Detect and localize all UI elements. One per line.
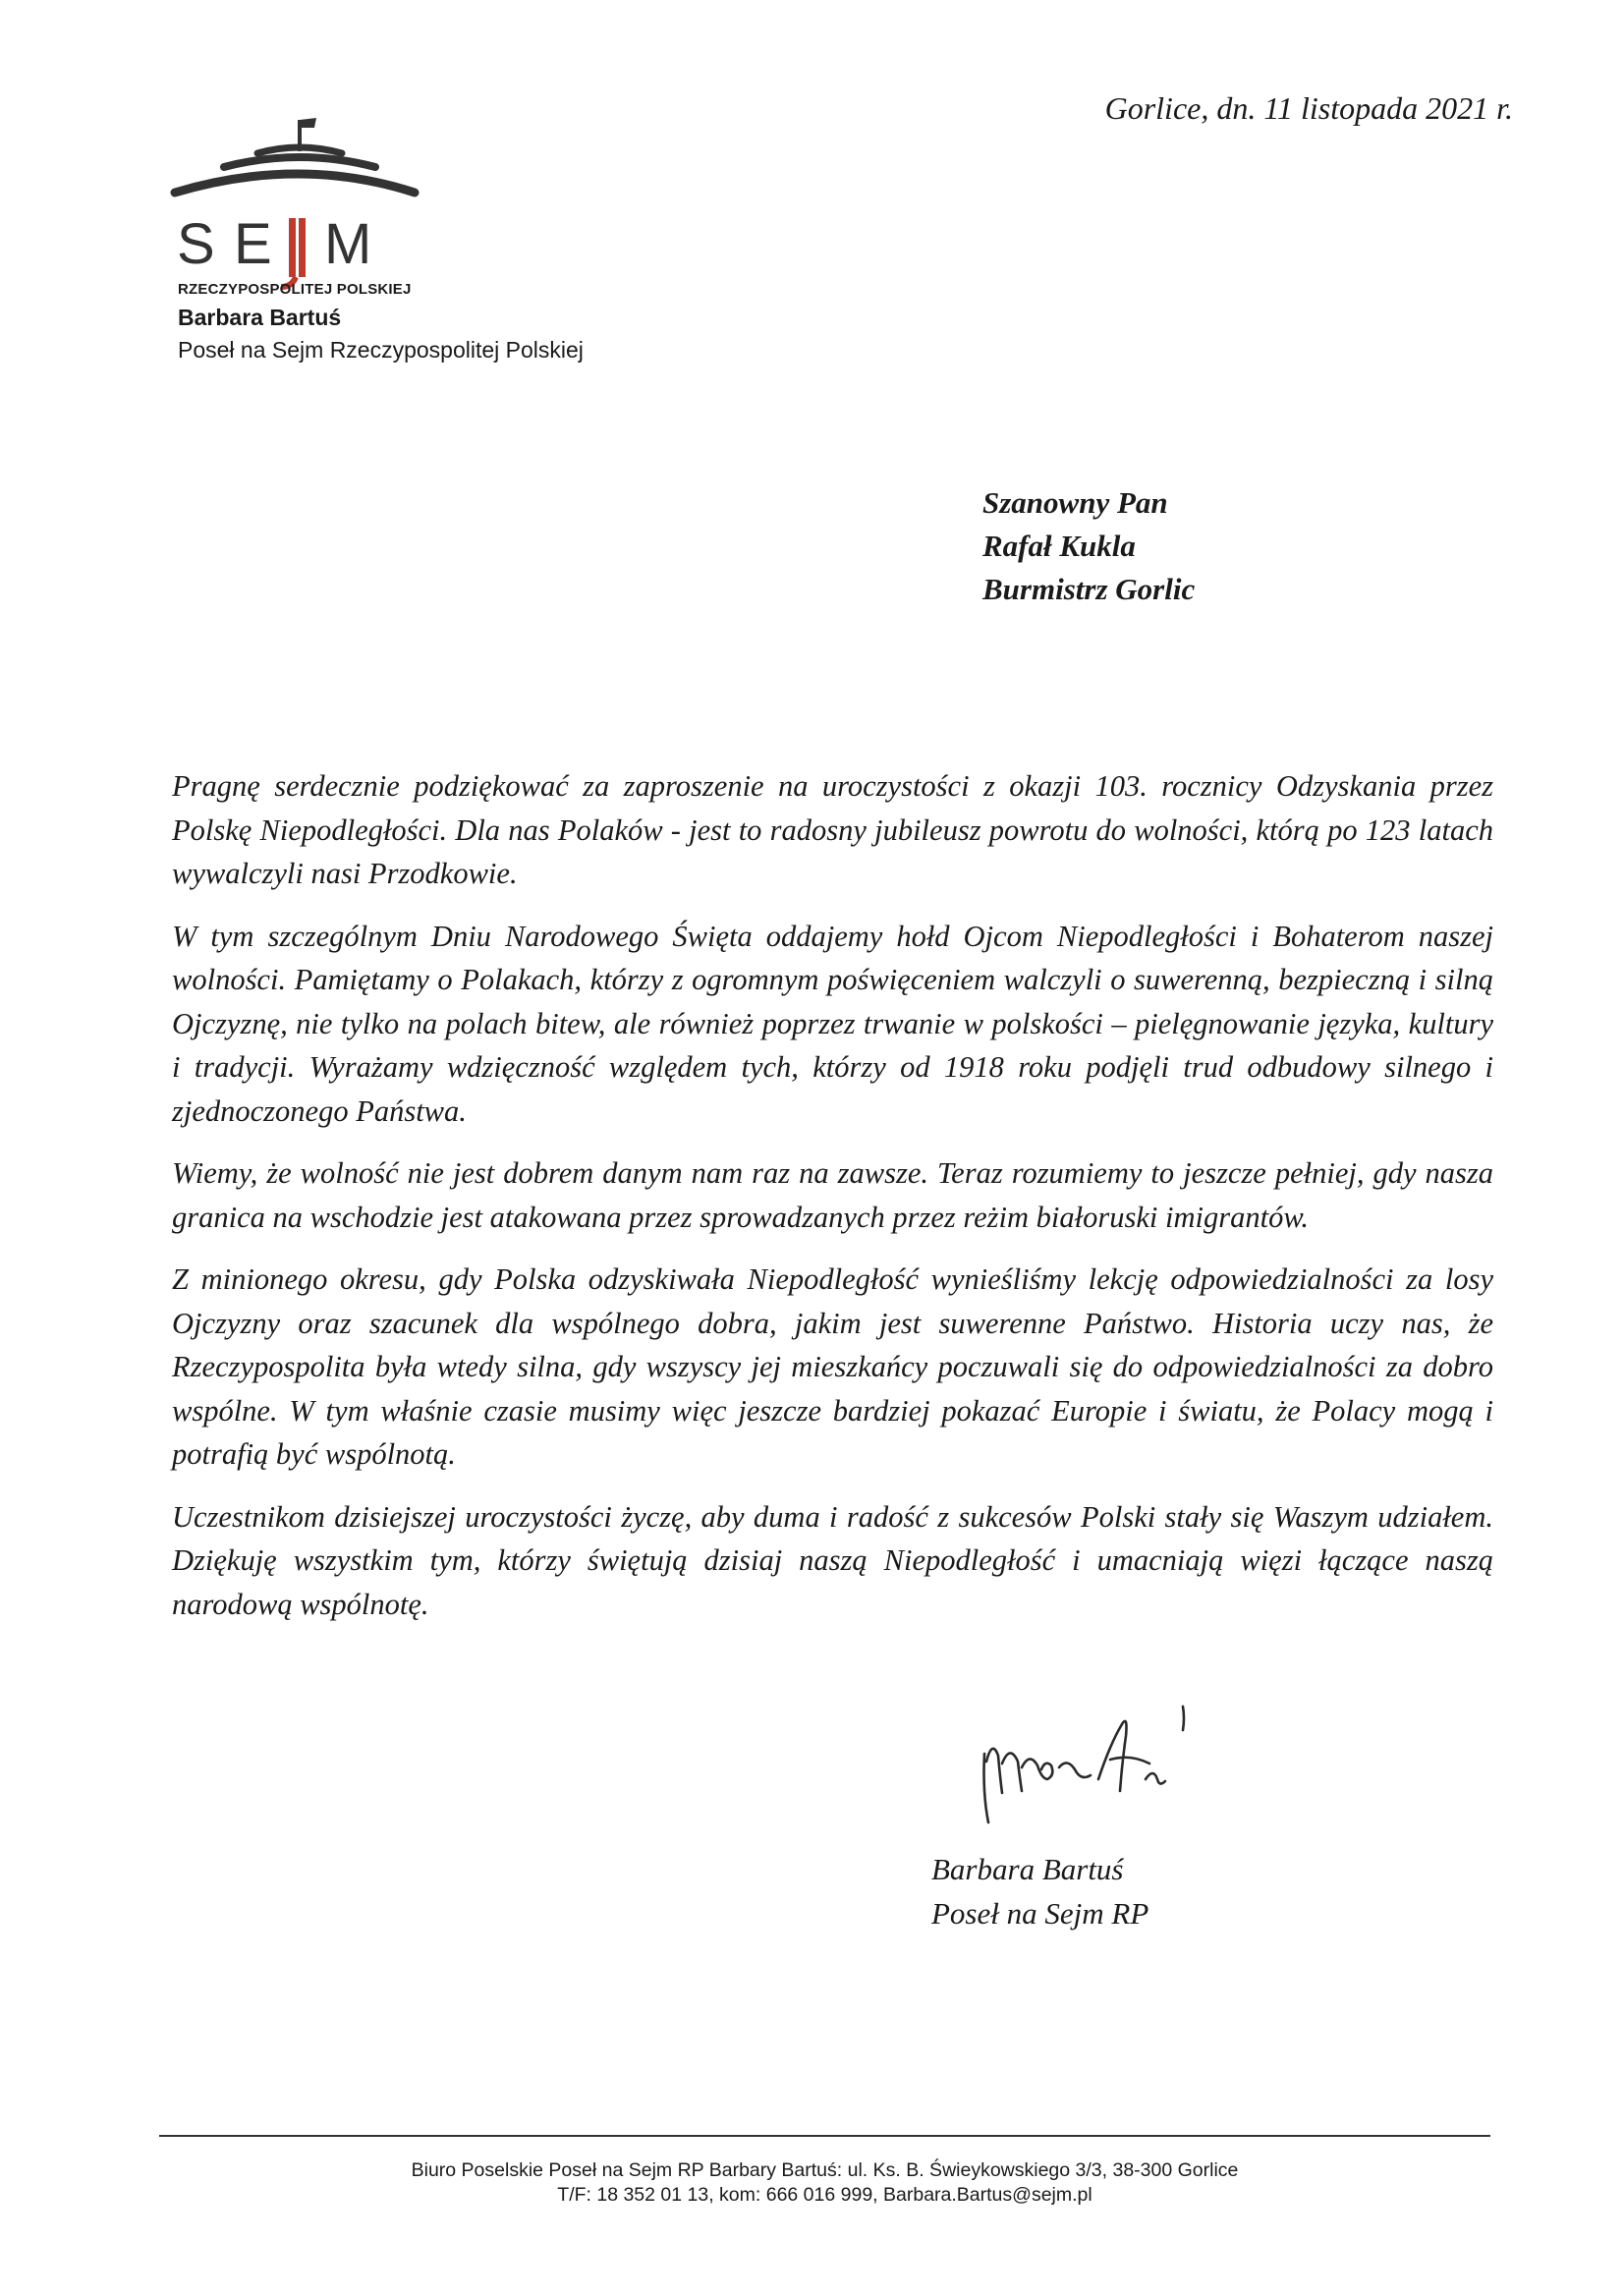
body-paragraph: Wiemy, że wolność nie jest dobrem danym nam raz na zawsze. Teraz rozumiemy to jeszcze pełniej, gdy nasza granica na wschodzie jest atakowana przez sprowadzanych przez reżim białoruski imigrantów. [172,1156,1493,1234]
sender-name: Barbara Bartuś [178,305,342,330]
sender-title: Poseł na Sejm Rzeczypospolitej Polskiej [178,337,584,363]
logo-subtitle: RZECZYPOSPOLITEJ POLSKIEJ [178,281,412,298]
footer [159,2158,1490,2208]
body-paragraph: W tym szczególnym Dniu Narodowego Święta oddajemy hołd Ojcom Niepodległości i Bohaterom naszej wolności. Pamiętamy o Polakach, którzy z ogromnym poświęceniem walczyli o suwerenną, bezpieczną i silną Ojczyznę, nie tylko na polach bitew, ale również poprzez trwanie w polskości – pielęgnowanie języka, kultury i tradycji. Wyrażamy wdzięczność względem tych, którzy od 1918 roku podjęli trud odbudowy silnego i zjednoczonego Państwa. [172,919,1493,1128]
body-paragraph: Uczestnikom dzisiejszej uroczystości życzę, aby duma i radość z sukcesów Polski stały się Waszym udziałem. Dziękuję wszystkim tym, którzy świętują dzisiaj naszą Niepodległość i umacniają więzi łączące naszą narodową wspólnotę. [172,1499,1493,1621]
footer-contact: T/F: 18 352 01 13, kom: 666 016 999, Barbara.Bartus@sejm.pl [557,2184,1092,2206]
addressee-name: Rafał Kukla [982,529,1136,563]
addressee-position: Burmistrz Gorlic [982,572,1196,606]
svg-text:S: S [177,212,215,276]
addressee-block [982,481,1195,611]
addressee-salutation: Szanowny Pan [982,485,1168,520]
sejm-logo [167,106,422,293]
footer-divider [159,2135,1490,2137]
footer-address: Biuro Poselskie Poseł na Sejm RP Barbary Bartuś: ul. Ks. B. Świeykowskiego 3/3, 38-300 Gorlice [411,2159,1239,2181]
closing-name: Barbara Bartuś [931,1852,1124,1886]
letter-date: Gorlice, dn. 11 listopada 2021 r. [1104,90,1513,126]
svg-text:E: E [234,212,272,276]
closing-block [931,1847,1148,1935]
body-paragraph: Pragnę serdecznie podziękować za zaproszenie na uroczystości z okazji 103. rocznicy Odzyskania przez Polskę Niepodległości. Dla nas Polaków - jest to radosny jubileusz powrotu do wolności, którą po 123 latach wywalczyli nasi Przodkowie. [172,769,1493,890]
closing-title: Poseł na Sejm RP [931,1896,1149,1931]
letter-body [172,764,1493,1645]
handwritten-signature [973,1685,1228,1832]
svg-text:M: M [324,212,372,276]
body-paragraph: Z minionego okresu, gdy Polska odzyskiwała Niepodległość wynieśliśmy lekcję odpowiedzialności za losy Ojczyzny oraz szacunek dla wspólnego dobra, jakim jest suwerenne Państwo. Historia uczy nas, że Rzeczypospolita była wtedy silna, gdy wszyscy jej mieszkańcy poczuwali się do odpowiedzialności za dobro wspólne. W tym właśnie czasie musimy więc jeszcze bardziej pokazać Europie i światu, że Polacy mogą i potrafią być wspólnotą. [172,1262,1493,1471]
